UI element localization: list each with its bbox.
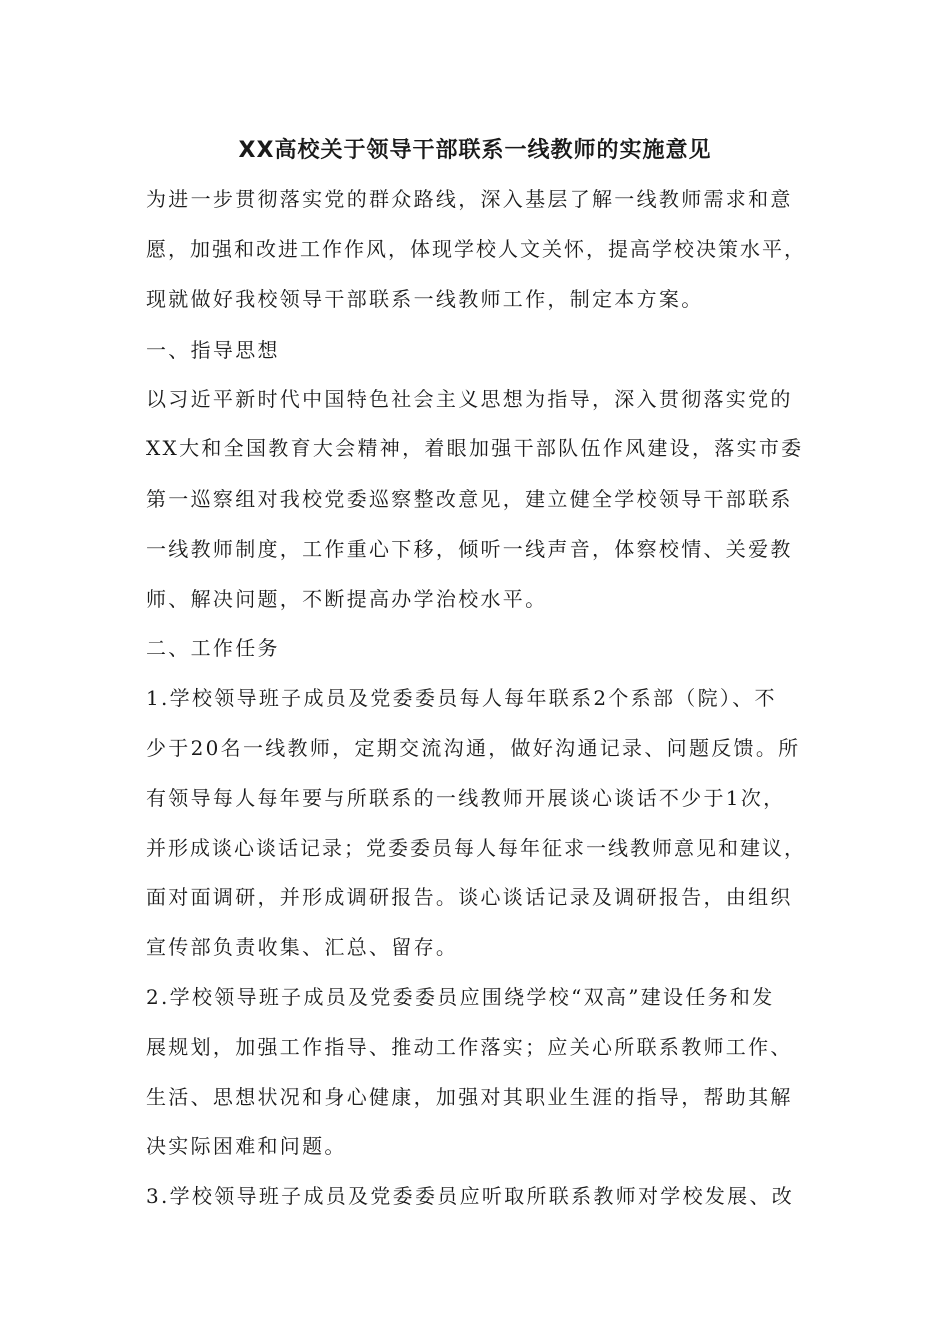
- document-title: XX高校关于领导干部联系一线教师的实施意见: [238, 138, 712, 163]
- paragraph-line: 面对面调研，并形成调研报告。谈心谈话记录及调研报告，由组织: [146, 885, 793, 909]
- section-heading: 二、工作任务: [146, 636, 280, 660]
- section-heading: 一、指导思想: [146, 338, 280, 362]
- paragraph-line: 现就做好我校领导干部联系一线教师工作，制定本方案。: [146, 287, 704, 311]
- paragraph-line: 有领导每人每年要与所联系的一线教师开展谈心谈话不少于1次，: [146, 786, 786, 810]
- paragraph-line: 第一巡察组对我校党委巡察整改意见，建立健全学校领导干部联系: [146, 487, 793, 511]
- paragraph-line: 以习近平新时代中国特色社会主义思想为指导，深入贯彻落实党的: [146, 387, 793, 411]
- paragraph-line: 宣传部负责收集、汇总、留存。: [146, 935, 459, 959]
- paragraph-line: 并形成谈心谈话记录；党委委员每人每年征求一线教师意见和建议，: [146, 836, 806, 860]
- paragraph-line: 2.学校领导班子成员及党委委员应围绕学校“双高”建设任务和发: [146, 985, 775, 1009]
- paragraph-line: 展规划，加强工作指导、推动工作落实；应关心所联系教师工作、: [146, 1035, 793, 1059]
- paragraph-line: 愿，加强和改进工作作风，体现学校人文关怀，提高学校决策水平，: [146, 237, 806, 261]
- paragraph-line: XX大和全国教育大会精神，着眼加强干部队伍作风建设，落实市委: [146, 436, 804, 460]
- paragraph-line: 一线教师制度，工作重心下移，倾听一线声音，体察校情、关爱教: [146, 537, 793, 561]
- paragraph-line: 1.学校领导班子成员及党委委员每人每年联系2个系部（院）、不: [146, 686, 777, 710]
- paragraph-line: 为进一步贯彻落实党的群众路线，深入基层了解一线教师需求和意: [146, 187, 793, 211]
- paragraph-line: 少于20名一线教师，定期交流沟通，做好沟通记录、问题反馈。所: [146, 736, 801, 760]
- paragraph-line: 生活、思想状况和身心健康，加强对其职业生涯的指导，帮助其解: [146, 1085, 793, 1109]
- paragraph-line: 3.学校领导班子成员及党委委员应听取所联系教师对学校发展、改: [146, 1184, 795, 1208]
- paragraph-line: 决实际困难和问题。: [146, 1134, 347, 1158]
- paragraph-line: 师、解决问题，不断提高办学治校水平。: [146, 587, 548, 611]
